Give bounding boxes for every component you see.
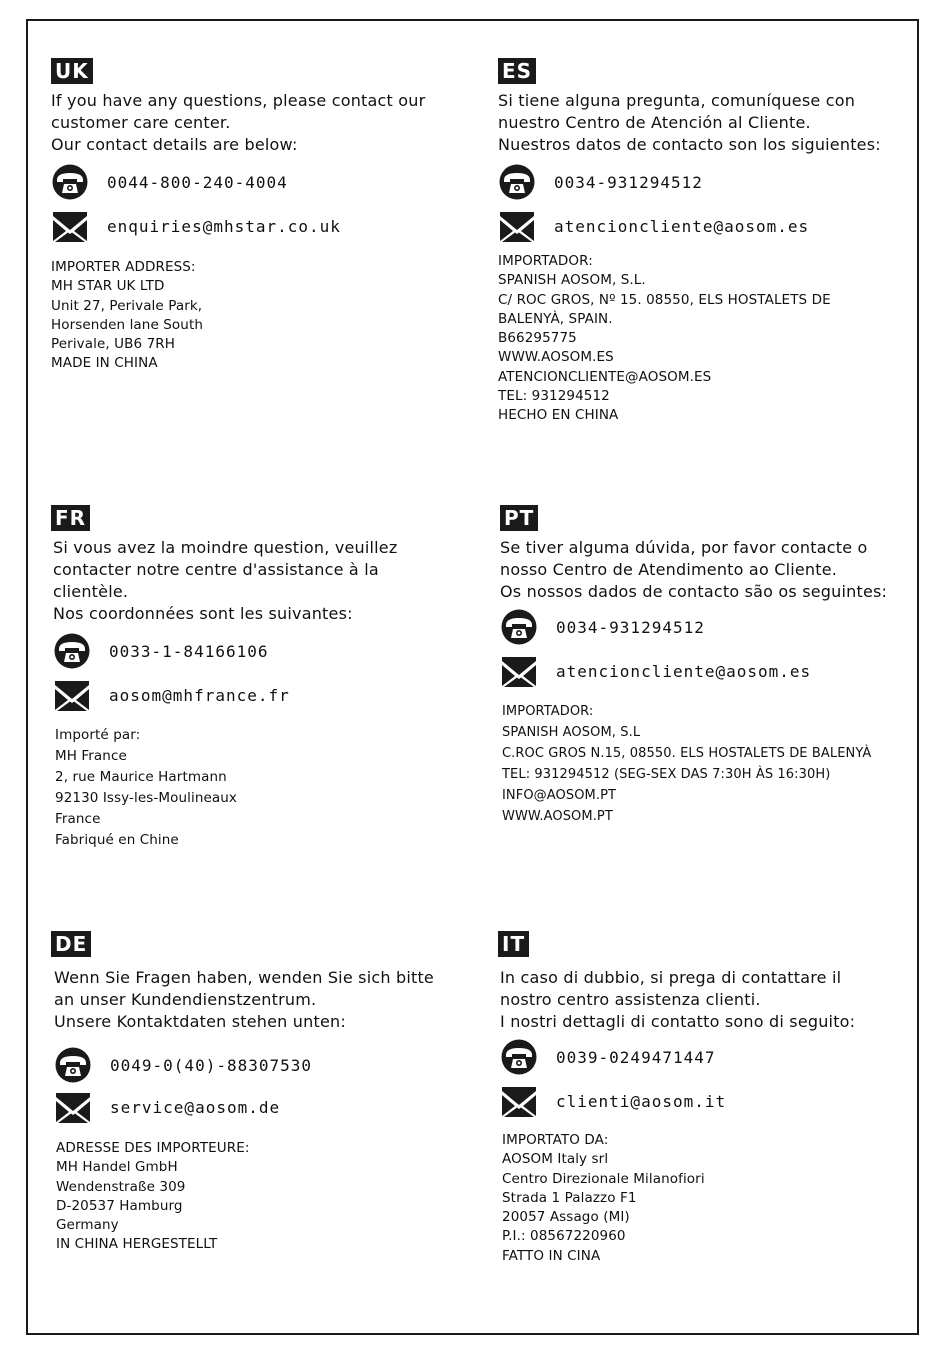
email-address: service@aosom.de bbox=[110, 1097, 281, 1117]
language-badge-it: IT bbox=[498, 931, 529, 957]
intro-text: Si tiene alguna pregunta, comuníquese con nuestro Centro de Atención al Cliente. Nuestros datos de contacto son los siguientes: bbox=[498, 91, 881, 154]
email-address: atencioncliente@aosom.es bbox=[554, 216, 810, 236]
intro-text: In caso di dubbio, si prega di contattare il nostro centro assistenza clienti. I nostri dettagli di contatto sono di seguito: bbox=[500, 968, 856, 1031]
phone-number: 0033-1-84166106 bbox=[109, 641, 269, 661]
telephone-icon bbox=[54, 1047, 92, 1083]
language-badge-es: ES bbox=[498, 58, 536, 84]
phone-row bbox=[54, 1045, 471, 1085]
telephone-icon bbox=[51, 164, 89, 200]
phone-number: 0034-931294512 bbox=[554, 172, 703, 192]
telephone-icon bbox=[498, 164, 536, 200]
importer-address: Importé par: MH France 2, rue Maurice Hartmann 92130 Issy-les-Moulineaux France Fabriqué en Chine bbox=[55, 727, 238, 848]
email-row bbox=[54, 1087, 471, 1127]
email-row bbox=[498, 206, 918, 246]
telephone-icon bbox=[53, 633, 91, 669]
intro-text: Se tiver alguma dúvida, por favor contacte o nosso Centro de Atendimento ao Cliente. Os nossos dados de contacto são os seguintes: bbox=[500, 538, 888, 601]
phone-number: 0044-800-240-4004 bbox=[107, 172, 288, 192]
envelope-icon bbox=[500, 653, 538, 689]
phone-row bbox=[500, 607, 920, 647]
email-address: aosom@mhfrance.fr bbox=[109, 685, 290, 705]
phone-row bbox=[53, 631, 471, 671]
envelope-icon bbox=[500, 1083, 538, 1119]
section-de bbox=[51, 931, 471, 1255]
email-row bbox=[53, 675, 471, 715]
email-address: atencioncliente@aosom.es bbox=[556, 661, 812, 681]
importer-address: IMPORTADOR: SPANISH AOSOM, S.L. C/ ROC GROS, Nº 15. 08550, ELS HOSTALETS DE BALENYÀ, SPAIN. B66295775 WWW.AOSOM.ES ATENCIONCLIENTE@AOSOM.ES TEL: 931294512 HECHO EN CHINA bbox=[498, 253, 831, 424]
envelope-icon bbox=[51, 208, 89, 244]
phone-row bbox=[500, 1037, 918, 1077]
envelope-icon bbox=[54, 1089, 92, 1125]
section-it bbox=[498, 931, 918, 1266]
envelope-icon bbox=[498, 208, 536, 244]
phone-number: 0039-0249471447 bbox=[556, 1047, 716, 1067]
language-badge-pt: PT bbox=[500, 505, 538, 531]
telephone-icon bbox=[500, 609, 538, 645]
phone-row bbox=[51, 162, 471, 202]
email-row bbox=[51, 206, 471, 246]
email-address: enquiries@mhstar.co.uk bbox=[107, 216, 341, 236]
importer-address: IMPORTATO DA: AOSOM Italy srl Centro Direzionale Milanofiori Strada 1 Palazzo F1 20057 Assago (MI) P.I.: 08567220960 FATTO IN CINA bbox=[502, 1132, 705, 1264]
phone-number: 0049-0(40)-88307530 bbox=[110, 1055, 313, 1075]
section-es bbox=[498, 58, 918, 426]
envelope-icon bbox=[53, 677, 91, 713]
importer-address: IMPORTADOR: SPANISH AOSOM, S.L C.ROC GROS N.15, 08550. ELS HOSTALETS DE BALENYÀ TEL: 931294512 (SEG-SEX DAS 7:30H ÀS 16:30H) INFO@AOSOM.PT WWW.AOSOM.PT bbox=[502, 704, 872, 824]
importer-address: IMPORTER ADDRESS: MH STAR UK LTD Unit 27, Perivale Park, Horsenden lane South Perivale, UB6 7RH MADE IN CHINA bbox=[51, 259, 203, 372]
section-fr bbox=[51, 505, 471, 851]
email-row bbox=[500, 1081, 918, 1121]
telephone-icon bbox=[500, 1039, 538, 1075]
phone-row bbox=[498, 162, 918, 202]
email-address: clienti@aosom.it bbox=[556, 1091, 727, 1111]
intro-text: If you have any questions, please contact our customer care center. Our contact details are below: bbox=[51, 91, 426, 154]
email-row bbox=[500, 651, 920, 691]
language-badge-de: DE bbox=[51, 931, 91, 957]
importer-address: ADRESSE DES IMPORTEURE: MH Handel GmbH Wendenstraße 309 D-20537 Hamburg Germany IN CHINA HERGESTELLT bbox=[56, 1140, 250, 1253]
section-pt bbox=[500, 505, 920, 827]
language-badge-uk: UK bbox=[51, 58, 93, 84]
section-uk bbox=[51, 58, 471, 374]
phone-number: 0034-931294512 bbox=[556, 617, 705, 637]
language-badge-fr: FR bbox=[51, 505, 90, 531]
intro-text: Wenn Sie Fragen haben, wenden Sie sich bitte an unser Kundendienstzentrum. Unsere Kontaktdaten stehen unten: bbox=[54, 968, 434, 1031]
intro-text: Si vous avez la moindre question, veuillez contacter notre centre d'assistance à la clientèle. Nos coordonnées sont les suivantes: bbox=[53, 538, 398, 623]
